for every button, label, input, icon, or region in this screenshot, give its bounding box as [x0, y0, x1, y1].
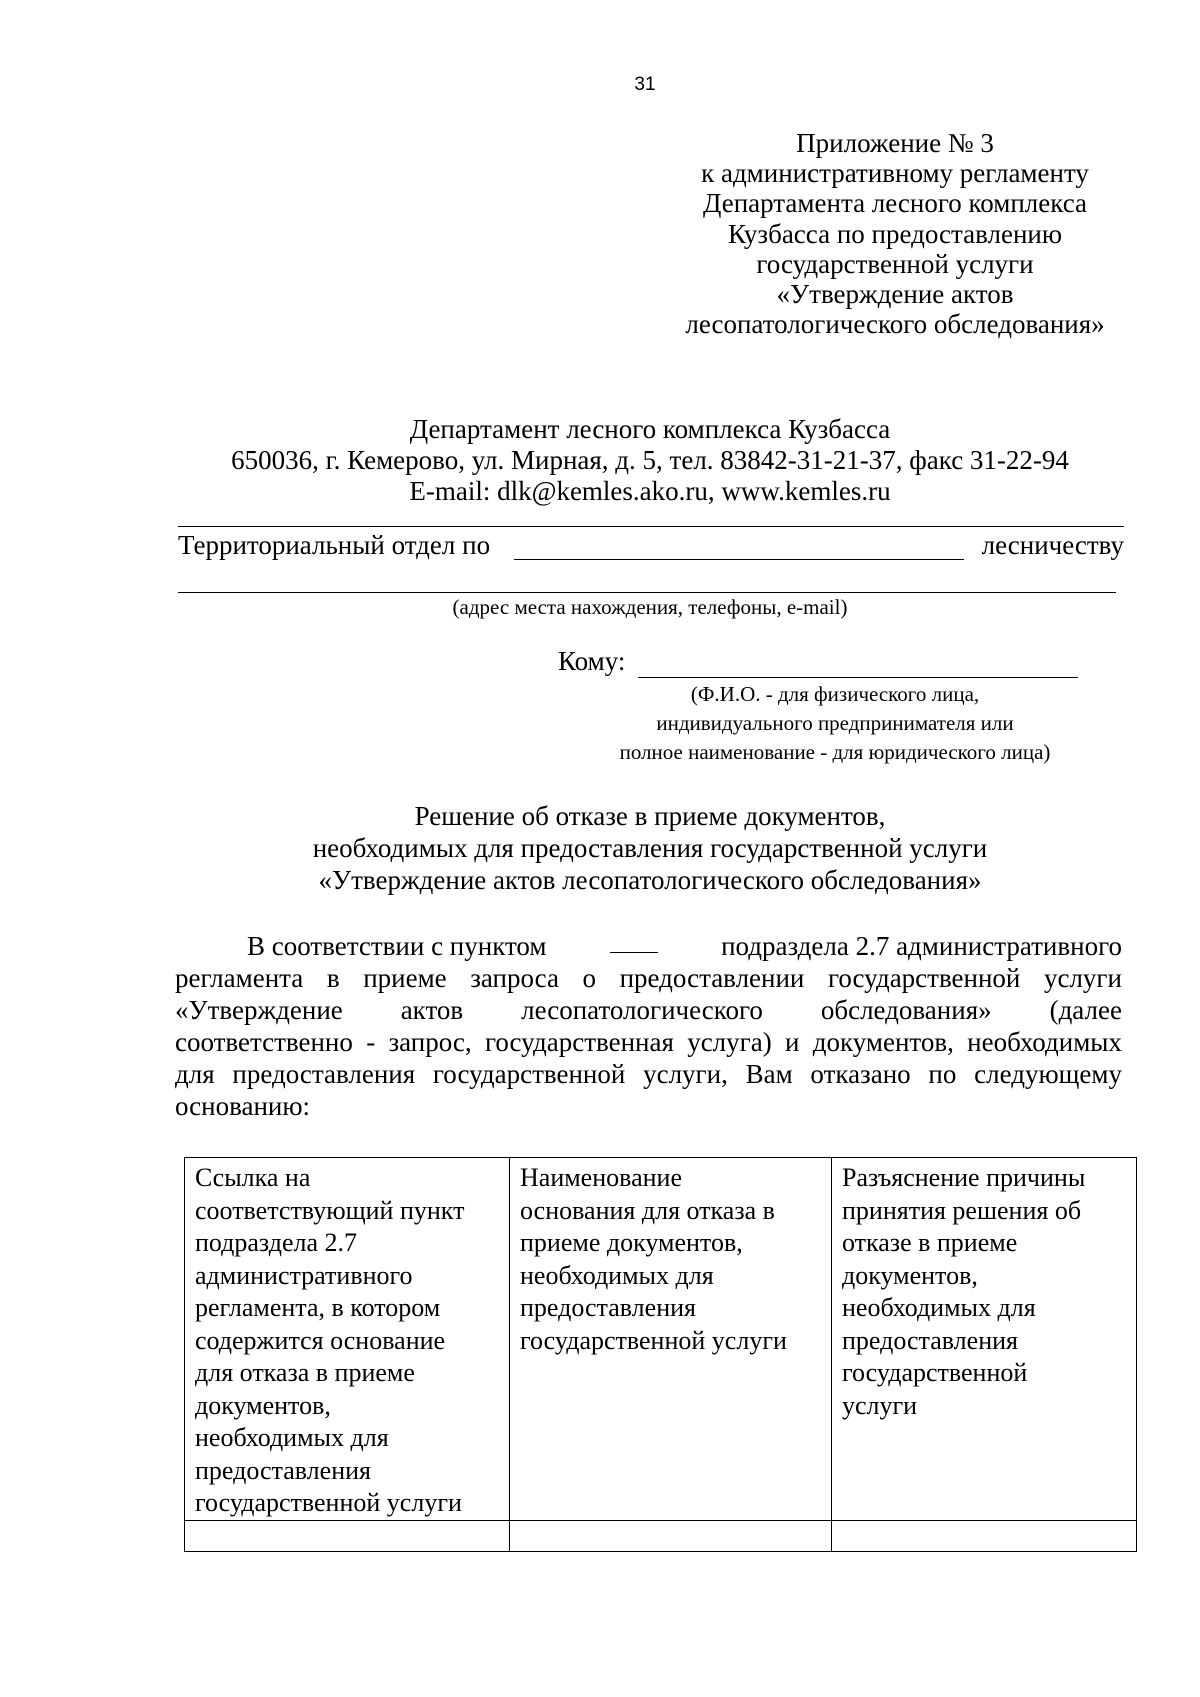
department-address: 650036, г. Кемерово, ул. Мирная, д. 5, тел. 83842-31-21-37, факс 31-22-94 [231, 445, 1069, 475]
appendix-header [620, 128, 1170, 339]
appendix-line: «Утверждение актов [776, 279, 1014, 310]
body-line-end: подраздела 2.7 административного [721, 931, 1122, 961]
address-blank-line [178, 592, 1116, 593]
table-cell[interactable] [832, 1520, 1137, 1551]
letterhead-divider [178, 526, 1124, 527]
table-cell[interactable] [185, 1520, 510, 1551]
department-contacts: E-mail: dlk@kemles.ako.ru, www.kemles.ru [409, 476, 891, 506]
decision-title-line: «Утверждение актов лесопатологического обследования» [318, 865, 982, 895]
table-header-cell-refusal-ground: Наименование основания для отказа в приеме документов, необходимых для предоставления государственной услуги [510, 1158, 832, 1521]
table-header-cell-explanation: Разъяснение причины принятия решения об отказе в приеме документов, необходимых для предоставления государственной услуги [832, 1158, 1137, 1521]
appendix-line: государственной услуги [756, 248, 1034, 279]
appendix-line: Кузбасса по предоставлению [727, 218, 1063, 249]
department-name: Департамент лесного комплекса Кузбасса [409, 414, 891, 444]
recipient-hint [555, 680, 1115, 767]
recipient-blank [638, 677, 1078, 678]
recipient-label: Кому: [558, 646, 626, 676]
territorial-suffix: лесничеству [981, 530, 1124, 560]
table-cell[interactable] [510, 1520, 832, 1551]
body-paragraph [175, 930, 1122, 1122]
body-line: для предоставления государственной услуги, Вам отказано по следующему [175, 1059, 1122, 1089]
table-header-cell-clause-reference: Ссылка на соответствующий пункт подраздела 2.7 административного регламента, в котором содержится основание для отказа в приеме документов, необходимых для предоставления государственной услуги [185, 1158, 510, 1521]
page-number: 31 [634, 74, 656, 95]
decision-title-line: Решение об отказе в приеме документов, [414, 801, 886, 831]
department-letterhead [160, 414, 1140, 507]
recipient-hint-line: индивидуального предпринимателя или [656, 711, 1014, 735]
forestry-name-blank [514, 559, 964, 560]
territorial-prefix: Территориальный отдел по [178, 530, 491, 560]
table-row [185, 1520, 1137, 1551]
table-header-row [185, 1158, 1137, 1521]
recipient-hint-line: полное наименование - для юридического лица) [619, 740, 1051, 764]
appendix-line: к административному регламенту [701, 158, 1089, 189]
body-line: регламента в приеме запроса о предоставлении государственной услуги [175, 963, 1122, 993]
body-line-start: В соответствии с пунктом [247, 931, 547, 961]
territorial-office-line [178, 530, 1124, 564]
body-line: «Утверждение актов лесопатологического обследования» (далее [175, 995, 1122, 1025]
clause-number-blank [610, 930, 658, 953]
address-hint: (адрес места нахождения, телефоны, e-mail) [452, 595, 848, 619]
body-line [175, 930, 1122, 962]
recipient-hint-line: (Ф.И.О. - для физического лица, [690, 682, 980, 706]
decision-title-line: необходимых для предоставления государственной услуги [312, 833, 988, 863]
decision-title [160, 800, 1140, 896]
appendix-line: лесопатологического обследования» [685, 309, 1105, 340]
body-line: соответственно - запрос, государственная услуга) и документов, необходимых [175, 1027, 1122, 1057]
appendix-line: Департамента лесного комплекса [703, 188, 1087, 219]
refusal-reasons-table [184, 1157, 1137, 1552]
appendix-line: Приложение № 3 [796, 128, 994, 158]
body-line: основанию: [175, 1091, 311, 1121]
